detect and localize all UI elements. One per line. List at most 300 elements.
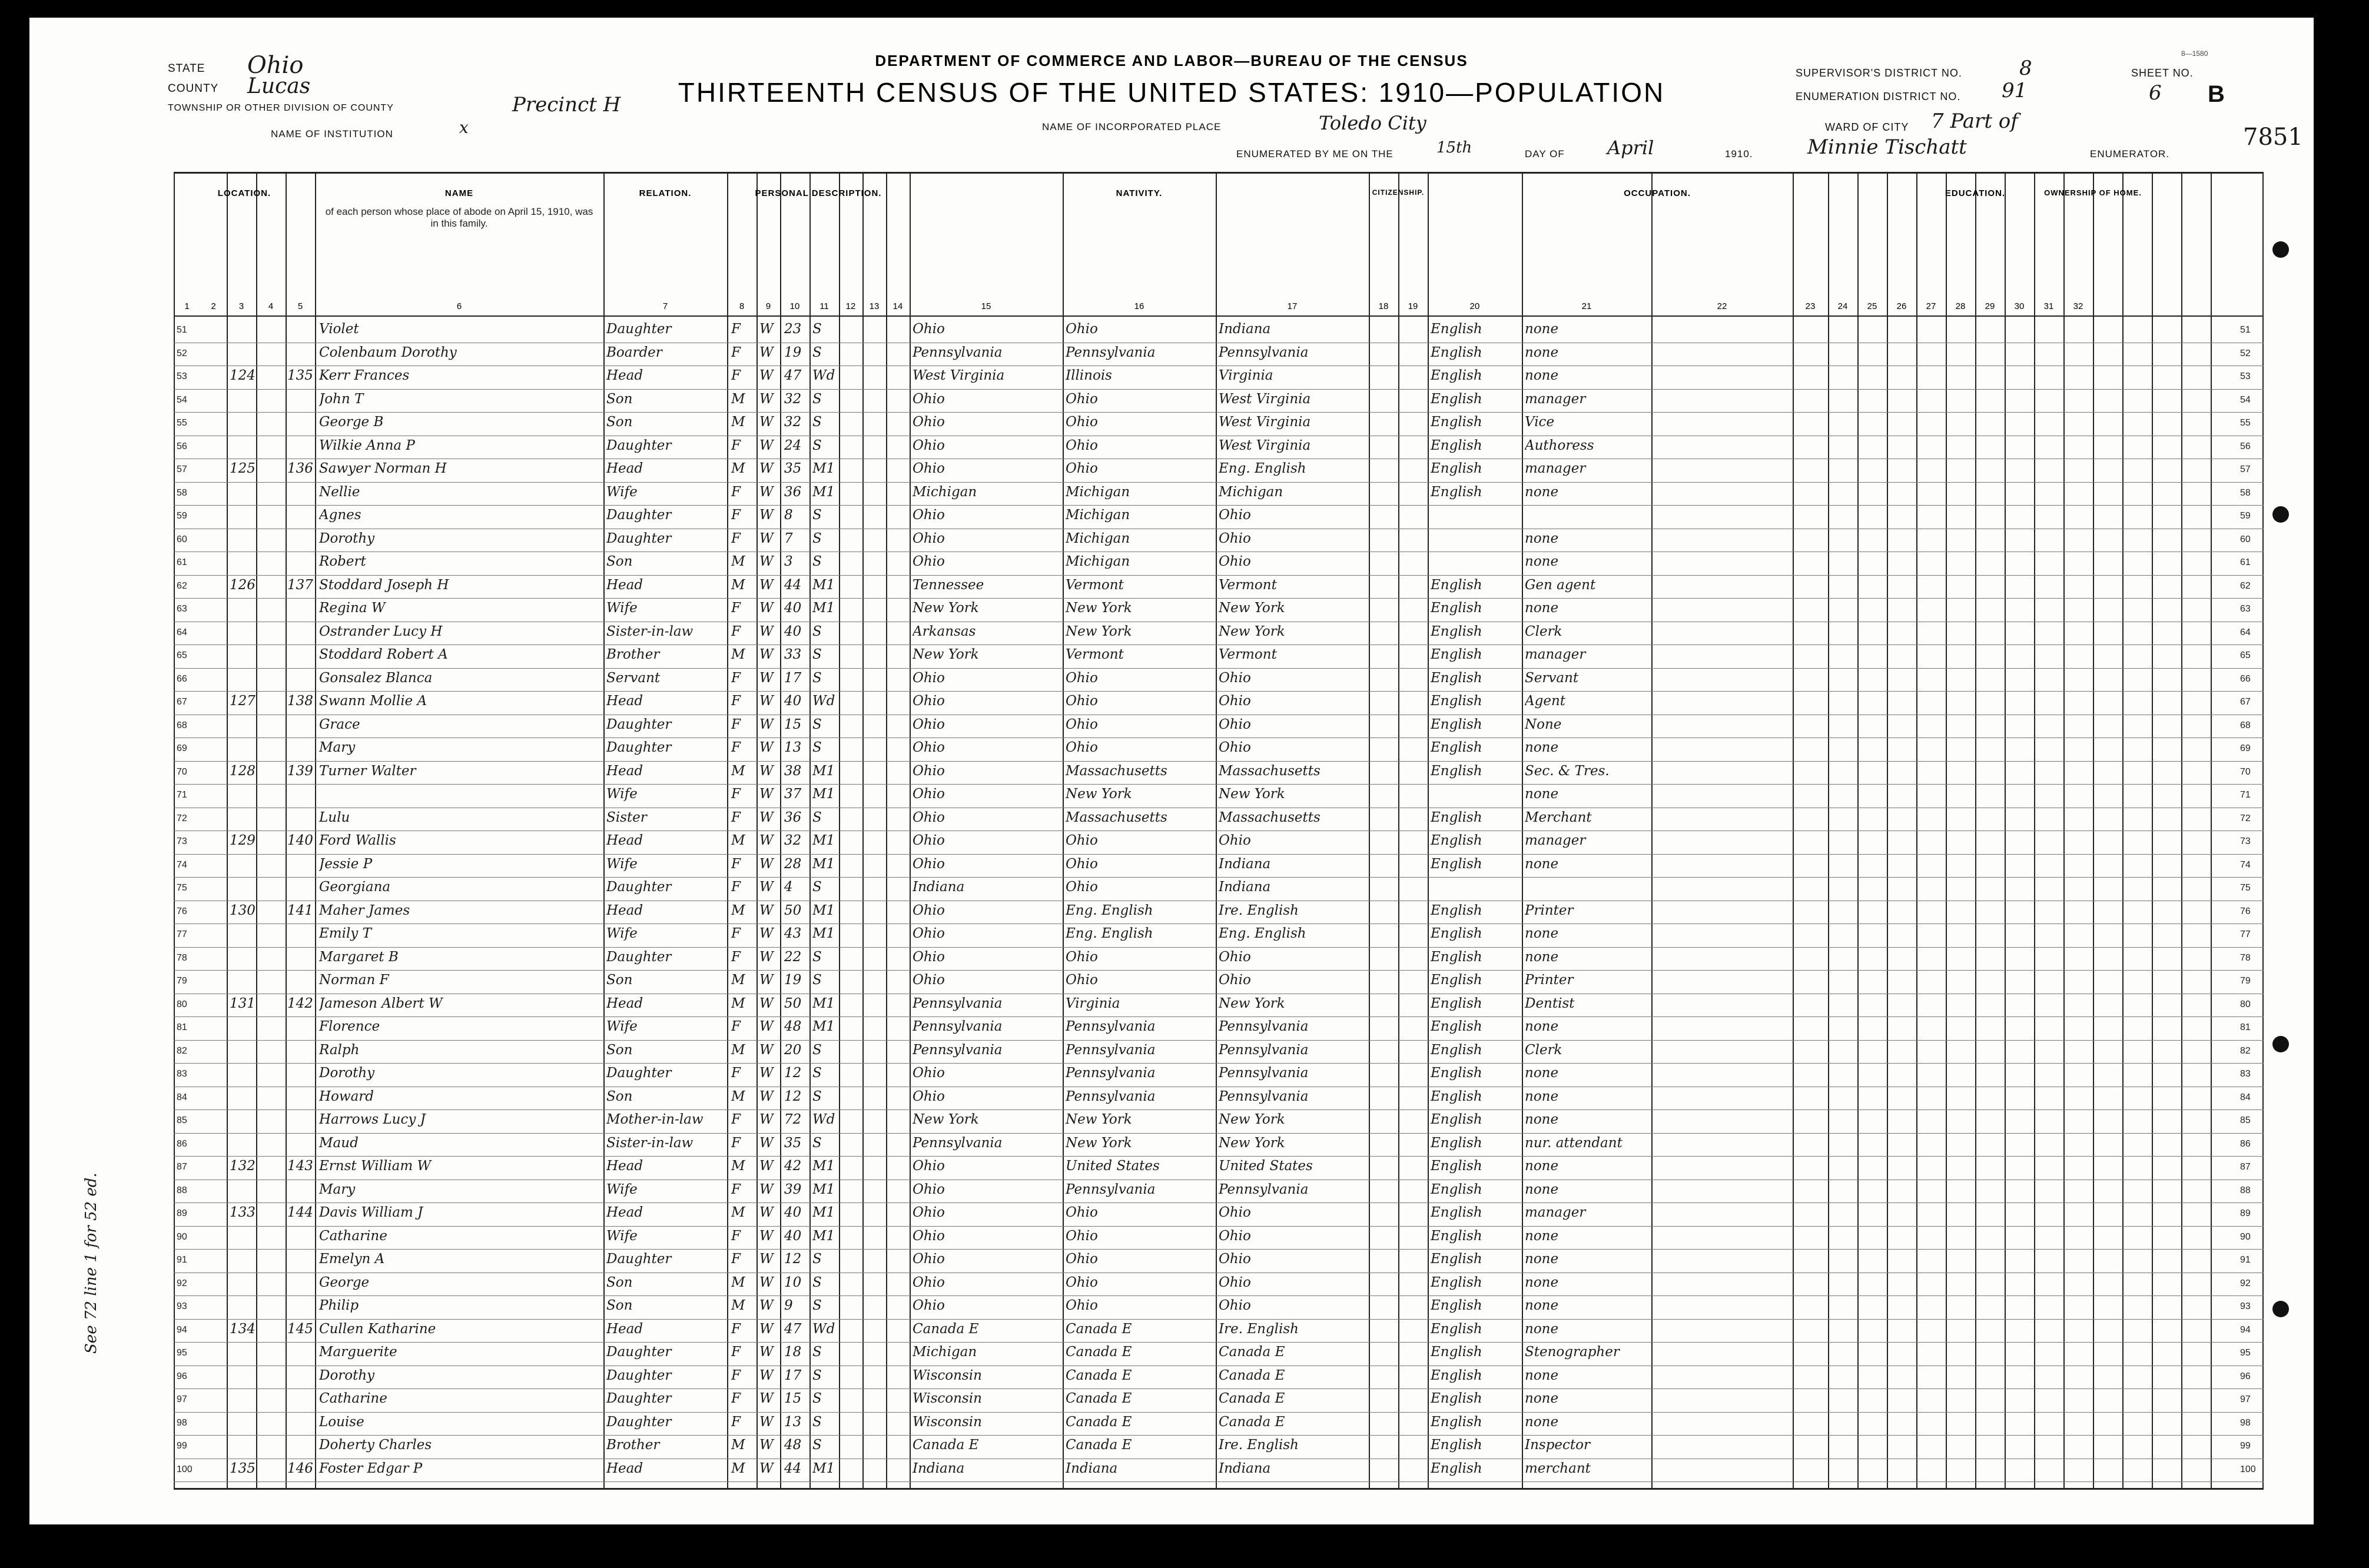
line-number: 51 bbox=[177, 325, 187, 335]
cell-age: 42 bbox=[784, 1158, 802, 1174]
line-number-right: 83 bbox=[2240, 1069, 2251, 1079]
cell-marital: S bbox=[812, 391, 822, 407]
cell-race: W bbox=[759, 926, 774, 941]
line-number: 91 bbox=[177, 1255, 187, 1265]
cell-relation: Daughter bbox=[606, 321, 672, 337]
cell-relation: Daughter bbox=[606, 507, 672, 523]
cell-trade: none bbox=[1525, 1367, 1559, 1383]
column-number: 19 bbox=[1408, 301, 1418, 311]
group-location: LOCATION. bbox=[217, 188, 271, 198]
line-number: 63 bbox=[177, 604, 187, 614]
cell-birth: Pennsylvania bbox=[913, 995, 1003, 1011]
row-divider bbox=[174, 877, 2264, 878]
line-number: 86 bbox=[177, 1138, 187, 1149]
column-number: 25 bbox=[1867, 301, 1877, 311]
line-number-right: 74 bbox=[2240, 859, 2251, 870]
cell-father-birth: Michigan bbox=[1066, 554, 1130, 569]
cell-marital: S bbox=[812, 623, 822, 639]
cell-marital: M1 bbox=[812, 600, 835, 616]
column-number: 23 bbox=[1805, 301, 1816, 311]
line-number-right: 59 bbox=[2240, 511, 2251, 521]
cell-father-birth: Pennsylvania bbox=[1066, 1088, 1156, 1104]
cell-language: English bbox=[1431, 600, 1482, 616]
cell-name: Davis William J bbox=[319, 1205, 423, 1220]
cell-relation: Sister-in-law bbox=[606, 623, 694, 639]
cell-language: English bbox=[1431, 1065, 1482, 1081]
cell-relation: Head bbox=[606, 1460, 643, 1476]
line-number-right: 87 bbox=[2240, 1162, 2251, 1172]
cell-birth: Ohio bbox=[913, 1228, 945, 1244]
margin-note: See 72 line 1 for 52 ed. bbox=[82, 1172, 100, 1354]
line-number-right: 69 bbox=[2240, 743, 2251, 753]
cell-father-birth: New York bbox=[1066, 786, 1132, 802]
cell-name: Ostrander Lucy H bbox=[319, 623, 443, 639]
cell-race: W bbox=[759, 809, 774, 825]
cell-sex: F bbox=[731, 1321, 741, 1337]
cell-name: Mary bbox=[319, 740, 356, 755]
cell-language: English bbox=[1431, 740, 1482, 755]
line-number: 54 bbox=[177, 394, 187, 405]
cell-father-birth: Michigan bbox=[1066, 530, 1130, 546]
cell-father-birth: Eng. English bbox=[1066, 926, 1153, 941]
cell-birth: Arkansas bbox=[913, 623, 976, 639]
cell-age: 32 bbox=[784, 833, 802, 848]
cell-race: W bbox=[759, 1181, 774, 1197]
cell-language: English bbox=[1431, 647, 1482, 662]
cell-language: English bbox=[1431, 344, 1482, 360]
group-occupation: OCCUPATION. bbox=[1624, 188, 1691, 198]
cell-name: Dorothy bbox=[319, 530, 375, 546]
cell-sex: F bbox=[731, 344, 741, 360]
cell-age: 37 bbox=[784, 786, 802, 802]
cell-race: W bbox=[759, 437, 774, 453]
row-divider bbox=[174, 1202, 2264, 1203]
cell-name: Emily T bbox=[319, 926, 371, 941]
cell-relation: Son bbox=[606, 972, 633, 988]
cell-trade: manager bbox=[1525, 1205, 1586, 1220]
cell-trade: Agent bbox=[1525, 693, 1565, 709]
cell-name: Florence bbox=[319, 1019, 380, 1034]
column-number: 32 bbox=[2073, 301, 2083, 311]
cell-birth: Ohio bbox=[913, 1088, 945, 1104]
row-divider bbox=[174, 1249, 2264, 1250]
cell-name: Grace bbox=[319, 716, 360, 732]
cell-age: 39 bbox=[784, 1181, 802, 1197]
ward-label: WARD OF CITY bbox=[1825, 121, 1909, 133]
group-personal: PERSONAL DESCRIPTION. bbox=[755, 188, 882, 198]
row-divider bbox=[174, 389, 2264, 390]
cell-relation: Brother bbox=[606, 1437, 660, 1453]
enumerated-month: April bbox=[1607, 137, 1654, 159]
cell-trade: Clerk bbox=[1525, 1042, 1562, 1058]
cell-age: 10 bbox=[784, 1274, 802, 1290]
cell-age: 48 bbox=[784, 1437, 802, 1453]
cell-age: 15 bbox=[784, 1391, 802, 1406]
cell-race: W bbox=[759, 902, 774, 918]
cell-relation: Head bbox=[606, 995, 643, 1011]
cell-dwelling: 129 bbox=[230, 833, 256, 848]
cell-birth: Ohio bbox=[913, 786, 945, 802]
column-number: 1 bbox=[184, 301, 190, 311]
cell-mother-birth: Indiana bbox=[1219, 879, 1271, 895]
cell-name: Turner Walter bbox=[319, 763, 416, 779]
cell-race: W bbox=[759, 693, 774, 709]
cell-marital: M1 bbox=[812, 786, 835, 802]
line-number: 55 bbox=[177, 418, 187, 428]
cell-name: Lulu bbox=[319, 809, 350, 825]
cell-name: Margaret B bbox=[319, 949, 399, 965]
cell-sex: F bbox=[731, 1065, 741, 1081]
cell-trade: none bbox=[1525, 786, 1559, 802]
cell-age: 36 bbox=[784, 809, 802, 825]
cell-dwelling: 131 bbox=[230, 995, 256, 1011]
county-label: COUNTY bbox=[168, 82, 219, 95]
line-number: 93 bbox=[177, 1301, 187, 1311]
cell-birth: Ohio bbox=[913, 1181, 945, 1197]
cell-relation: Daughter bbox=[606, 1414, 672, 1430]
sheet-side: B bbox=[2208, 81, 2225, 107]
cell-marital: M1 bbox=[812, 1228, 835, 1244]
place-value: Toledo City bbox=[1319, 112, 1426, 134]
cell-dwelling: 134 bbox=[230, 1321, 256, 1337]
line-number-right: 56 bbox=[2240, 441, 2251, 451]
line-number: 87 bbox=[177, 1162, 187, 1172]
line-number-right: 99 bbox=[2240, 1441, 2251, 1451]
form-code: 8—1580 bbox=[2181, 49, 2208, 58]
line-number-right: 80 bbox=[2240, 999, 2251, 1009]
row-divider bbox=[174, 1388, 2264, 1389]
line-number-right: 55 bbox=[2240, 418, 2251, 428]
ed-value: 91 bbox=[2002, 79, 2028, 102]
census-sheet bbox=[29, 18, 2314, 1524]
cell-dwelling: 132 bbox=[230, 1158, 256, 1174]
column-number: 30 bbox=[2014, 301, 2025, 311]
line-number: 73 bbox=[177, 836, 187, 846]
row-divider bbox=[174, 1109, 2264, 1110]
row-divider bbox=[174, 1412, 2264, 1413]
cell-trade: none bbox=[1525, 926, 1559, 941]
cell-relation: Daughter bbox=[606, 879, 672, 895]
line-number-right: 73 bbox=[2240, 836, 2251, 846]
line-number: 84 bbox=[177, 1092, 187, 1102]
cell-mother-birth: Ohio bbox=[1219, 1274, 1251, 1290]
cell-mother-birth: Ohio bbox=[1219, 507, 1251, 523]
cell-family: 142 bbox=[287, 995, 313, 1011]
row-divider bbox=[174, 970, 2264, 971]
column-number: 20 bbox=[1469, 301, 1480, 311]
cell-birth: Michigan bbox=[913, 1344, 977, 1360]
line-number: 98 bbox=[177, 1417, 187, 1428]
cell-sex: F bbox=[731, 507, 741, 523]
cell-father-birth: Ohio bbox=[1066, 1251, 1098, 1267]
cell-father-birth: New York bbox=[1066, 1112, 1132, 1127]
column-number: 14 bbox=[892, 301, 903, 311]
cell-name: Jameson Albert W bbox=[319, 995, 443, 1011]
cell-marital: S bbox=[812, 1135, 822, 1151]
cell-relation: Wife bbox=[606, 1228, 638, 1244]
cell-marital: S bbox=[812, 879, 822, 895]
line-number: 52 bbox=[177, 348, 187, 358]
punch-hole bbox=[2272, 1301, 2289, 1317]
cell-sex: F bbox=[731, 623, 741, 639]
cell-trade: Sec. & Tres. bbox=[1525, 763, 1610, 779]
cell-father-birth: Pennsylvania bbox=[1066, 1019, 1156, 1034]
line-number-right: 78 bbox=[2240, 952, 2251, 963]
cell-sex: M bbox=[731, 763, 745, 779]
cell-sex: M bbox=[731, 1042, 745, 1058]
table-bottom-rule bbox=[174, 1488, 2264, 1490]
cell-trade: none bbox=[1525, 368, 1559, 383]
column-number: 13 bbox=[869, 301, 880, 311]
cell-mother-birth: West Virginia bbox=[1219, 414, 1311, 430]
cell-marital: S bbox=[812, 507, 822, 523]
institution-label: NAME OF INSTITUTION bbox=[271, 128, 393, 139]
line-number: 64 bbox=[177, 627, 187, 637]
line-number: 90 bbox=[177, 1231, 187, 1242]
cell-relation: Son bbox=[606, 414, 633, 430]
cell-relation: Head bbox=[606, 368, 643, 383]
cell-father-birth: Ohio bbox=[1066, 461, 1098, 476]
line-number-right: 77 bbox=[2240, 929, 2251, 939]
cell-trade: Stenographer bbox=[1525, 1344, 1620, 1360]
cell-sex: F bbox=[731, 484, 741, 500]
cell-language: English bbox=[1431, 368, 1482, 383]
line-number-right: 98 bbox=[2240, 1417, 2251, 1428]
table-top-rule bbox=[174, 172, 2264, 174]
cell-age: 48 bbox=[784, 1019, 802, 1034]
cell-family: 140 bbox=[287, 833, 313, 848]
cell-name: Louise bbox=[319, 1414, 364, 1430]
cell-name: Gonsalez Blanca bbox=[319, 670, 433, 686]
cell-mother-birth: Indiana bbox=[1219, 1460, 1271, 1476]
cell-race: W bbox=[759, 368, 774, 383]
cell-language: English bbox=[1431, 902, 1482, 918]
cell-race: W bbox=[759, 600, 774, 616]
cell-mother-birth: Massachusetts bbox=[1219, 763, 1320, 779]
line-number-right: 68 bbox=[2240, 720, 2251, 730]
cell-name: Dorothy bbox=[319, 1065, 375, 1081]
cell-relation: Sister bbox=[606, 809, 647, 825]
line-number-right: 91 bbox=[2240, 1255, 2251, 1265]
row-divider bbox=[174, 784, 2264, 785]
cell-marital: M1 bbox=[812, 856, 835, 872]
line-number: 95 bbox=[177, 1348, 187, 1358]
line-number-right: 52 bbox=[2240, 348, 2251, 358]
cell-age: 36 bbox=[784, 484, 802, 500]
line-number-right: 75 bbox=[2240, 883, 2251, 893]
line-number-right: 67 bbox=[2240, 697, 2251, 707]
cell-name: Doherty Charles bbox=[319, 1437, 432, 1453]
cell-age: 38 bbox=[784, 763, 802, 779]
cell-mother-birth: Massachusetts bbox=[1219, 809, 1320, 825]
row-divider bbox=[174, 1016, 2264, 1017]
line-number: 82 bbox=[177, 1045, 187, 1056]
row-divider bbox=[174, 947, 2264, 948]
cell-name: Ford Wallis bbox=[319, 833, 396, 848]
cell-sex: F bbox=[731, 1251, 741, 1267]
row-divider bbox=[174, 1156, 2264, 1157]
cell-trade: Dentist bbox=[1525, 995, 1575, 1011]
cell-name: Catharine bbox=[319, 1228, 387, 1244]
line-number: 57 bbox=[177, 464, 187, 474]
cell-mother-birth: New York bbox=[1219, 786, 1285, 802]
cell-father-birth: Indiana bbox=[1066, 1460, 1118, 1476]
corner-number: 7851 bbox=[2243, 124, 2303, 151]
cell-race: W bbox=[759, 763, 774, 779]
line-number: 81 bbox=[177, 1022, 187, 1032]
cell-father-birth: United States bbox=[1066, 1158, 1160, 1174]
cell-dwelling: 128 bbox=[230, 763, 256, 779]
cell-trade: Merchant bbox=[1525, 809, 1592, 825]
cell-mother-birth: Pennsylvania bbox=[1219, 1042, 1309, 1058]
cell-marital: S bbox=[812, 647, 822, 662]
cell-marital: S bbox=[812, 554, 822, 569]
cell-name: Georgiana bbox=[319, 879, 391, 895]
cell-sex: F bbox=[731, 716, 741, 732]
cell-trade: none bbox=[1525, 1391, 1559, 1406]
cell-sex: F bbox=[731, 1367, 741, 1383]
cell-age: 19 bbox=[784, 972, 802, 988]
cell-race: W bbox=[759, 1321, 774, 1337]
cell-age: 32 bbox=[784, 391, 802, 407]
cell-trade: none bbox=[1525, 949, 1559, 965]
cell-dwelling: 124 bbox=[230, 368, 256, 383]
cell-race: W bbox=[759, 530, 774, 546]
cell-language: English bbox=[1431, 321, 1482, 337]
line-number-right: 82 bbox=[2240, 1045, 2251, 1056]
cell-relation: Wife bbox=[606, 926, 638, 941]
line-number: 67 bbox=[177, 697, 187, 707]
cell-sex: F bbox=[731, 1019, 741, 1034]
cell-relation: Head bbox=[606, 1158, 643, 1174]
group-citizenship: CITIZENSHIP. bbox=[1372, 188, 1425, 197]
cell-age: 13 bbox=[784, 1414, 802, 1430]
cell-trade: merchant bbox=[1525, 1460, 1591, 1476]
cell-dwelling: 125 bbox=[230, 461, 256, 476]
cell-trade: manager bbox=[1525, 391, 1586, 407]
row-divider bbox=[174, 505, 2264, 506]
cell-trade: none bbox=[1525, 1112, 1559, 1127]
cell-family: 144 bbox=[287, 1205, 313, 1220]
cell-relation: Wife bbox=[606, 1019, 638, 1034]
column-number: 7 bbox=[662, 301, 668, 311]
column-number: 21 bbox=[1581, 301, 1592, 311]
cell-family: 141 bbox=[287, 902, 313, 918]
cell-relation: Daughter bbox=[606, 1344, 672, 1360]
cell-birth: Canada E bbox=[913, 1437, 979, 1453]
cell-language: English bbox=[1431, 833, 1482, 848]
cell-sex: M bbox=[731, 1205, 745, 1220]
cell-race: W bbox=[759, 414, 774, 430]
cell-father-birth: New York bbox=[1066, 1135, 1132, 1151]
line-number: 88 bbox=[177, 1185, 187, 1195]
enumerator-name: Minnie Tischatt bbox=[1807, 135, 1967, 159]
cell-race: W bbox=[759, 833, 774, 848]
cell-relation: Son bbox=[606, 554, 633, 569]
cell-trade: none bbox=[1525, 530, 1559, 546]
column-number: 16 bbox=[1134, 301, 1144, 311]
cell-age: 18 bbox=[784, 1344, 802, 1360]
cell-trade: Printer bbox=[1525, 972, 1574, 988]
cell-age: 20 bbox=[784, 1042, 802, 1058]
cell-age: 72 bbox=[784, 1112, 802, 1127]
cell-race: W bbox=[759, 321, 774, 337]
line-number: 68 bbox=[177, 720, 187, 730]
cell-relation: Son bbox=[606, 1274, 633, 1290]
group-ownership: OWNERSHIP OF HOME. bbox=[2044, 188, 2142, 197]
line-number: 70 bbox=[177, 766, 187, 777]
line-number-right: 85 bbox=[2240, 1115, 2251, 1125]
cell-language: English bbox=[1431, 972, 1482, 988]
line-number: 66 bbox=[177, 673, 187, 684]
cell-name: Regina W bbox=[319, 600, 386, 616]
cell-sex: M bbox=[731, 902, 745, 918]
cell-marital: S bbox=[812, 1367, 822, 1383]
cell-race: W bbox=[759, 554, 774, 569]
cell-relation: Wife bbox=[606, 600, 638, 616]
cell-birth: Ohio bbox=[913, 530, 945, 546]
line-number: 94 bbox=[177, 1324, 187, 1335]
cell-age: 19 bbox=[784, 344, 802, 360]
cell-father-birth: Ohio bbox=[1066, 856, 1098, 872]
cell-language: English bbox=[1431, 926, 1482, 941]
cell-mother-birth: West Virginia bbox=[1219, 391, 1311, 407]
enumerator-label: ENUMERATOR. bbox=[2090, 148, 2170, 160]
cell-father-birth: Ohio bbox=[1066, 740, 1098, 755]
cell-race: W bbox=[759, 1042, 774, 1058]
column-number: 29 bbox=[1985, 301, 1995, 311]
cell-father-birth: Ohio bbox=[1066, 949, 1098, 965]
cell-sex: M bbox=[731, 461, 745, 476]
cell-name: Foster Edgar P bbox=[319, 1460, 423, 1476]
line-number: 56 bbox=[177, 441, 187, 451]
cell-mother-birth: Pennsylvania bbox=[1219, 1181, 1309, 1197]
cell-race: W bbox=[759, 1112, 774, 1127]
cell-sex: M bbox=[731, 1158, 745, 1174]
cell-mother-birth: Ire. English bbox=[1219, 902, 1299, 918]
cell-relation: Wife bbox=[606, 1181, 638, 1197]
cell-father-birth: Pennsylvania bbox=[1066, 1181, 1156, 1197]
cell-mother-birth: Eng. English bbox=[1219, 461, 1306, 476]
county-value: Lucas bbox=[247, 74, 311, 98]
line-number: 100 bbox=[177, 1464, 193, 1474]
group-nativity: NATIVITY. bbox=[1116, 188, 1163, 198]
group-relation: RELATION. bbox=[639, 188, 692, 198]
line-number-right: 70 bbox=[2240, 766, 2251, 777]
cell-age: 12 bbox=[784, 1251, 802, 1267]
cell-age: 40 bbox=[784, 693, 802, 709]
line-number-right: 61 bbox=[2240, 557, 2251, 567]
cell-name: Emelyn A bbox=[319, 1251, 385, 1267]
cell-race: W bbox=[759, 1088, 774, 1104]
line-number-right: 79 bbox=[2240, 976, 2251, 986]
row-divider bbox=[174, 412, 2264, 413]
cell-father-birth: Canada E bbox=[1066, 1437, 1132, 1453]
cell-family: 146 bbox=[287, 1460, 313, 1476]
cell-mother-birth: Indiana bbox=[1219, 321, 1271, 337]
cell-age: 50 bbox=[784, 902, 802, 918]
cell-marital: S bbox=[812, 1042, 822, 1058]
cell-race: W bbox=[759, 391, 774, 407]
cell-race: W bbox=[759, 1414, 774, 1430]
cell-marital: S bbox=[812, 530, 822, 546]
cell-mother-birth: Eng. English bbox=[1219, 926, 1306, 941]
cell-name: Colenbaum Dorothy bbox=[319, 344, 457, 360]
line-number-right: 76 bbox=[2240, 906, 2251, 916]
cell-birth: Michigan bbox=[913, 484, 977, 500]
census-year: 1910. bbox=[1725, 148, 1753, 160]
cell-birth: Ohio bbox=[913, 972, 945, 988]
